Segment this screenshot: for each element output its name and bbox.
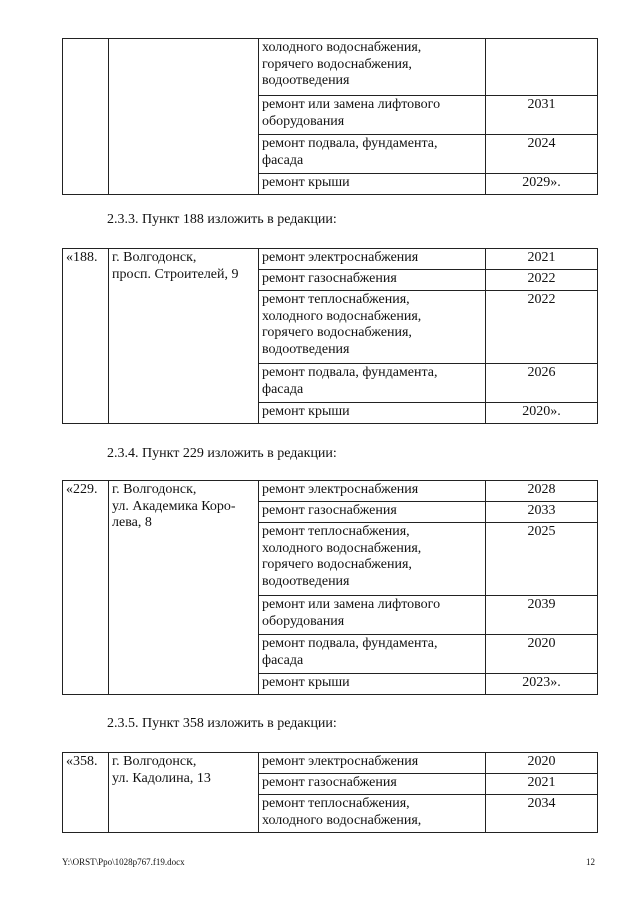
table-item-229 xyxy=(62,480,598,695)
section-heading: 2.3.5. Пункт 358 изложить в редакции: xyxy=(107,716,337,731)
work-type-cell: ремонт крыши xyxy=(259,403,486,424)
work-type-cell: холодного водоснабжения, горячего водоснабжения, водоотведения xyxy=(259,39,486,96)
work-type-cell: ремонт крыши xyxy=(259,174,486,195)
year-cell: 2022 xyxy=(486,291,598,364)
page-number: 12 xyxy=(586,857,595,867)
table-row xyxy=(63,753,598,774)
section-heading: 2.3.4. Пункт 229 изложить в редакции: xyxy=(107,446,337,461)
work-type-cell: ремонт электроснабжения xyxy=(259,481,486,502)
work-type-cell: ремонт подвала, фундамента, фасада xyxy=(259,635,486,674)
section-heading: 2.3.3. Пункт 188 изложить в редакции: xyxy=(107,212,337,227)
number-cell: «229. xyxy=(63,481,109,695)
year-cell: 2023». xyxy=(486,674,598,695)
table-item-358 xyxy=(62,752,598,833)
number-cell: «358. xyxy=(63,753,109,833)
address-cell xyxy=(109,39,259,195)
year-cell: 2028 xyxy=(486,481,598,502)
work-type-cell: ремонт подвала, фундамента, фасада xyxy=(259,364,486,403)
table-item-188 xyxy=(62,248,598,424)
work-type-cell: ремонт газоснабжения xyxy=(259,502,486,523)
table-row xyxy=(63,249,598,270)
year-cell: 2029». xyxy=(486,174,598,195)
year-cell: 2031 xyxy=(486,96,598,135)
work-type-cell: ремонт теплоснабжения, холодного водоснабжения, xyxy=(259,795,486,833)
work-type-cell: ремонт газоснабжения xyxy=(259,774,486,795)
work-type-cell: ремонт или замена лифтового оборудования xyxy=(259,96,486,135)
year-cell: 2039 xyxy=(486,596,598,635)
table-row xyxy=(63,481,598,502)
table-row xyxy=(63,39,598,96)
work-type-cell: ремонт теплоснабжения, холодного водоснабжения, горячего водоснабжения, водоотведения xyxy=(259,523,486,596)
work-type-cell: ремонт газоснабжения xyxy=(259,270,486,291)
year-cell: 2022 xyxy=(486,270,598,291)
year-cell: 2026 xyxy=(486,364,598,403)
year-cell: 2021 xyxy=(486,774,598,795)
year-cell: 2020 xyxy=(486,753,598,774)
number-cell: «188. xyxy=(63,249,109,424)
year-cell xyxy=(486,39,598,96)
work-type-cell: ремонт или замена лифтового оборудования xyxy=(259,596,486,635)
year-cell: 2020 xyxy=(486,635,598,674)
work-type-cell: ремонт электроснабжения xyxy=(259,249,486,270)
year-cell: 2024 xyxy=(486,135,598,174)
address-cell: г. Волгодонск, просп. Строителей, 9 xyxy=(109,249,259,424)
number-cell xyxy=(63,39,109,195)
address-cell: г. Волгодонск, ул. Академика Коро- лева, 8 xyxy=(109,481,259,695)
address-cell: г. Волгодонск, ул. Кадолина, 13 xyxy=(109,753,259,833)
work-type-cell: ремонт подвала, фундамента, фасада xyxy=(259,135,486,174)
year-cell: 2021 xyxy=(486,249,598,270)
year-cell: 2034 xyxy=(486,795,598,833)
year-cell: 2033 xyxy=(486,502,598,523)
work-type-cell: ремонт электроснабжения xyxy=(259,753,486,774)
work-type-cell: ремонт крыши xyxy=(259,674,486,695)
work-type-cell: ремонт теплоснабжения, холодного водоснабжения, горячего водоснабжения, водоотведения xyxy=(259,291,486,364)
year-cell: 2025 xyxy=(486,523,598,596)
footer-file-path: Y:\ORST\Ppo\1028p767.f19.docx xyxy=(62,857,185,867)
table-continued xyxy=(62,38,598,195)
year-cell: 2020». xyxy=(486,403,598,424)
